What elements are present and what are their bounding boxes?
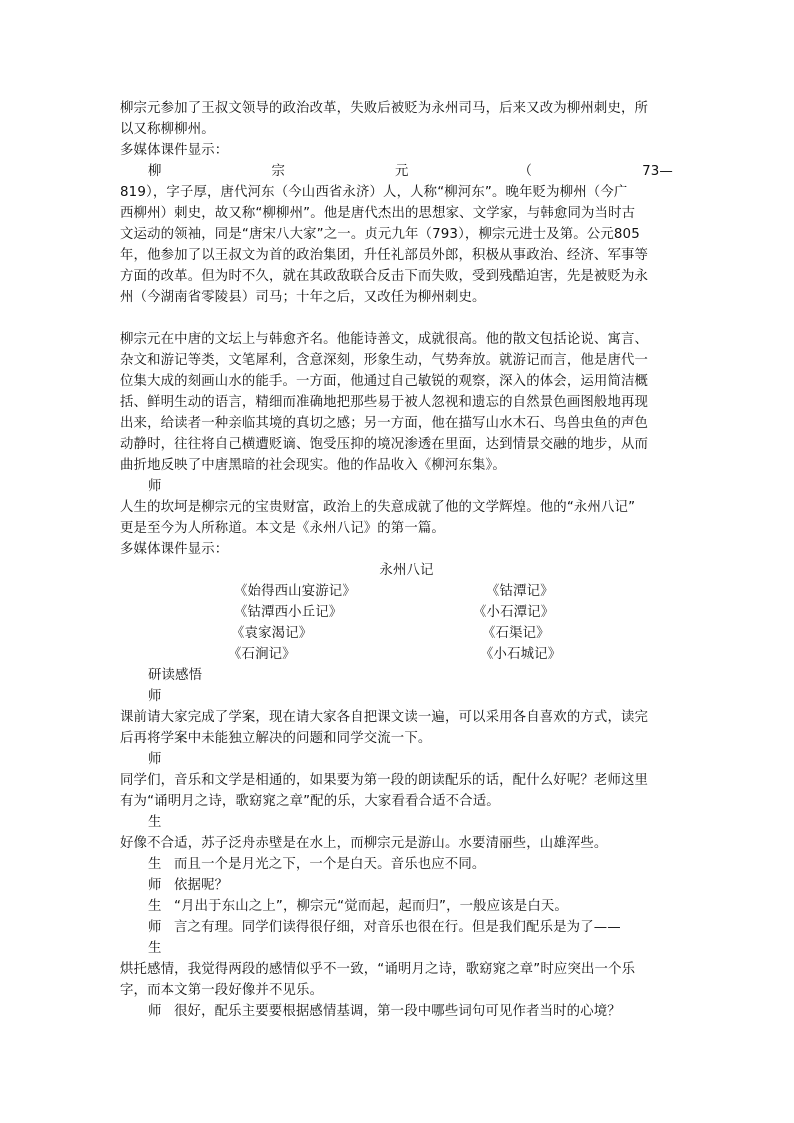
dialogue-text: 依据呢？	[174, 878, 229, 893]
lit-line: 柳宗元在中唐的文坛上与韩愈齐名。他能诗善文，成就很高。他的散文包括论说、寓言、	[120, 332, 649, 347]
yongzhou-item: 《石渠记》	[482, 626, 550, 641]
bio-heading-line	[148, 161, 673, 182]
lit-line: 曲折地反映了中唐黑暗的社会现实。他的作品收入《柳河东集》。	[120, 458, 506, 473]
bio-line: 州（今湖南省零陵县）司马；十年之后，又改任为柳州刺史。	[120, 290, 486, 305]
bio-line: 文运动的领袖，同是“唐宋八大家”之一。贞元九年（793），柳宗元进士及第。公元805	[120, 227, 640, 242]
lit-line: 位集大成的刻画山水的能手。一方面，他通过自己敏锐的观察，深入的体会，运用简洁概	[120, 374, 649, 389]
dialogue-line	[148, 875, 673, 896]
speaker-teacher: 师	[148, 689, 162, 704]
media-label: 多媒体课件显示：	[120, 143, 229, 158]
lit-line: 出来，给读者一种亲临其境的真切之感；另一方面，他在描写山水木石、鸟兽虫鱼的声色	[120, 416, 649, 431]
teacher-line: 同学们，音乐和文学是相通的，如果要为第一段的朗读配乐的话，配什么好呢？老师这里	[120, 773, 649, 788]
teacher-line: 人生的坎坷是柳宗元的宝贵财富，政治上的失意成就了他的文学辉煌。他的“永州八记”	[120, 500, 636, 515]
bio-line: 819），字子厚，唐代河东（今山西省永济）人，人称“柳河东”。晚年贬为柳州（今广	[120, 185, 628, 200]
lit-line: 杂文和游记等类，文笔犀利，含意深刻，形象生动，气势奔放。就游记而言，他是唐代一	[120, 353, 649, 368]
dialogue-line	[148, 896, 673, 917]
dialogue-text: “月出于东山之上”，柳宗元“觉而起，起而归”，一般应该是白天。	[174, 899, 568, 914]
yongzhou-item: 《始得西山宴游记》	[234, 584, 356, 599]
yongzhou-item: 《小石城记》	[480, 647, 562, 662]
student-line: 好像不合适，苏子泛舟赤壁是在水上，而柳宗元是游山。水要清丽些，山雄浑些。	[120, 836, 608, 851]
teacher-line: 更是至今为人所称道。本文是《永州八记》的第一篇。	[120, 521, 445, 536]
speaker-student: 生	[148, 941, 162, 956]
teacher-line: 后再将学案中未能独立解决的问题和同学交流一下。	[120, 731, 432, 746]
dialogue-text: 很好，配乐主要要根据感情基调，第一段中哪些词句可见作者当时的心境？	[174, 1004, 621, 1019]
teacher-line: 课前请大家完成了学案，现在请大家各自把课文读一遍，可以采用各自喜欢的方式，读完	[120, 710, 649, 725]
speaker-teacher: 师	[148, 878, 162, 893]
yongzhou-item: 《小石潭记》	[473, 605, 555, 620]
speaker-teacher: 师	[148, 479, 162, 494]
yongzhou-title: 永州八记	[379, 563, 434, 578]
dialogue-text: 而且一个是月光之下，一个是白天。音乐也应不同。	[174, 857, 486, 872]
yongzhou-item: 《袁家渴记》	[231, 626, 313, 641]
speaker-teacher: 师	[148, 1004, 162, 1019]
dialogue-line	[148, 917, 673, 938]
teacher-line: 有为“诵明月之诗，歌窈窕之章”配的乐，大家看看合适不合适。	[120, 794, 500, 809]
bio-heading-char: 柳	[148, 164, 162, 179]
student-line: 字，而本文第一段好像并不见乐。	[120, 983, 324, 998]
paragraph-line: 以又称柳柳州。	[120, 122, 215, 137]
yongzhou-item: 《钴潭记》	[486, 584, 554, 599]
bio-heading-char: 73—	[642, 164, 673, 179]
yongzhou-row	[120, 644, 673, 665]
speaker-teacher: 师	[148, 752, 162, 767]
bio-line: 方面的改革。但为时不久，就在其政敌联合反击下而失败，受到残酷迫害，先是被贬为永	[120, 269, 649, 284]
lit-line: 括、鲜明生动的语言，精细而准确地把那些易于被人忽视和遗忘的自然景色画图般地再现	[120, 395, 649, 410]
bio-heading-char: 元	[395, 164, 409, 179]
paragraph-line: 柳宗元参加了王叔文领导的政治改革，失败后被贬为永州司马，后来又改为柳州刺史，所	[120, 101, 649, 116]
media-label: 多媒体课件显示：	[120, 542, 229, 557]
speaker-teacher: 师	[148, 920, 162, 935]
bio-line: 西柳州）刺史，故又称“柳柳州”。他是唐代杰出的思想家、文学家，与韩愈同为当时古	[120, 206, 636, 221]
dialogue-line	[148, 1001, 673, 1022]
bio-heading-char: 宗	[271, 164, 286, 179]
yongzhou-item: 《石涧记》	[228, 647, 296, 662]
speaker-student: 生	[148, 899, 162, 914]
yongzhou-item: 《钴潭西小丘记》	[234, 605, 343, 620]
lit-line: 动静时，往往将自己横遭贬谪、饱受压抑的境况渗透在里面，达到情景交融的地步，从而	[120, 437, 649, 452]
speaker-student: 生	[148, 815, 162, 830]
student-line: 烘托感情，我觉得两段的感情似乎不一致，“诵明月之诗，歌窈窕之章”时应突出一个乐	[120, 962, 636, 977]
section-heading: 研读感悟	[148, 668, 203, 683]
dialogue-line	[148, 854, 673, 875]
yongzhou-row	[120, 623, 673, 644]
bio-line: 年，他参加了以王叔文为首的政治集团，升任礼部员外郎，积极从事政治、经济、军事等	[120, 248, 649, 263]
speaker-student: 生	[148, 857, 162, 872]
yongzhou-row	[120, 581, 673, 602]
yongzhou-row	[120, 602, 673, 623]
bio-heading-char: （	[518, 164, 533, 179]
dialogue-text: 言之有理。同学们读得很仔细，对音乐也很在行。但是我们配乐是为了——	[174, 920, 621, 935]
